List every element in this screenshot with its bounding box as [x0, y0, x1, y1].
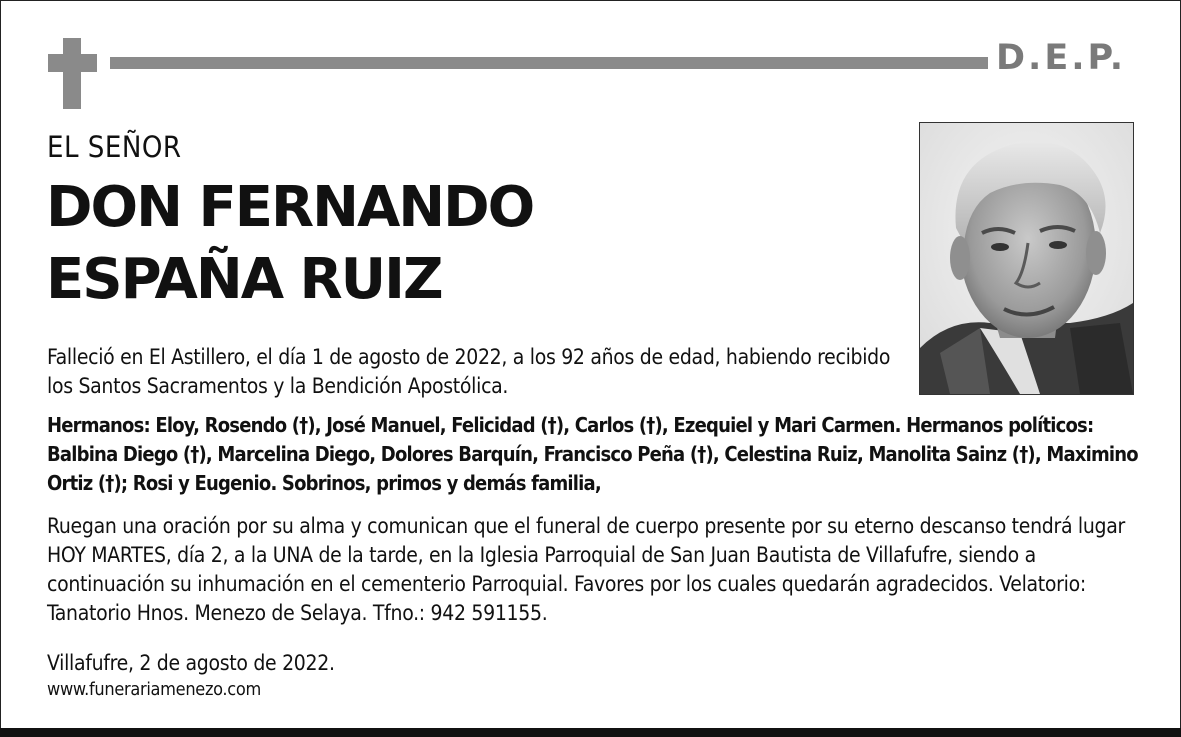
death-notice-text: Falleció en El Astillero, el día 1 de agosto de 2022, a los 92 años de edad, habiendo recibido los Santos Sacramentos y la Bendición Apostólica. — [47, 345, 891, 398]
cross-icon-arm — [48, 54, 97, 72]
deceased-name — [46, 172, 533, 316]
portrait-photo-icon — [920, 123, 1133, 394]
cross-icon — [63, 38, 81, 109]
deceased-name-line2: ESPAÑA RUIZ — [46, 247, 442, 312]
deceased-name-line1: DON FERNANDO — [46, 175, 534, 240]
dep-label: D.E.P. — [996, 38, 1127, 78]
bottom-border — [0, 728, 1181, 737]
header-rule — [110, 57, 988, 69]
service-info-text: Ruegan una oración por su alma y comunican que el funeral de cuerpo presente por su eterno descanso tendrá lugar HOY MARTES, día 2, a la UNA de la tarde, en la Iglesia Parroquial de San Juan Bautista de Villafufre, siendo a continuación su inhumación en el cementerio Parroquial. Favores por los cuales quedarán agradecidos. Velatorio: Tanatorio Hnos. Menezo de Selaya. Tfno.: 942 591155. — [47, 514, 1125, 625]
portrait-photo — [919, 122, 1134, 395]
place-date: Villafufre, 2 de agosto de 2022. — [47, 651, 335, 675]
deceased-title: EL SEÑOR — [47, 130, 182, 164]
website-text: www.funerariamenezo.com — [47, 679, 261, 700]
family-list-text: Hermanos: Eloy, Rosendo (†), José Manuel, Felicidad (†), Carlos (†), Ezequiel y Mari Carmen. Hermanos políticos: Balbina Diego (†), Marcelina Diego, Dolores Barquín, Francisco Peña (†), Celestina Ruiz, Manolita Sainz (†), Maximino Ortiz (†); Rosi y Eugenio. Sobrinos, primos y demás familia, — [47, 413, 1138, 495]
